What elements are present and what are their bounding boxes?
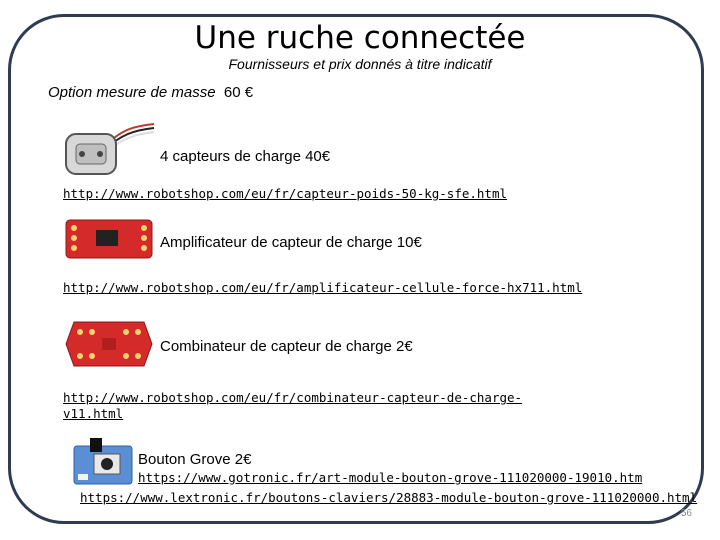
item-label-combinator: Combinateur de capteur de charge 2€: [160, 338, 413, 355]
option-line: [48, 84, 253, 101]
amplifier-board-image: [64, 216, 154, 262]
option-label: Option mesure de masse: [48, 84, 216, 101]
slide-subtitle: Fournisseurs et prix donnés à titre indicatif: [228, 56, 492, 72]
link-amplifier[interactable]: http://www.robotshop.com/eu/fr/amplificateur-cellule-force-hx711.html: [63, 280, 583, 295]
item-label-grove-button: Bouton Grove 2€: [138, 451, 252, 468]
page-number: 56: [680, 508, 692, 519]
combinator-board-image: [64, 318, 154, 370]
item-label-amplifier: Amplificateur de capteur de charge 10€: [160, 234, 422, 251]
grove-button-image: [72, 436, 134, 486]
link-lextronic[interactable]: https://www.lextronic.fr/boutons-claviers/28883-module-bouton-grove-111020000.html: [80, 490, 698, 505]
slide-title: Une ruche connectée: [194, 20, 526, 56]
item-label-load-sensor: 4 capteurs de charge 40€: [160, 148, 331, 165]
link-gotronic[interactable]: https://www.gotronic.fr/art-module-bouton-grove-111020000-19010.htm: [138, 470, 643, 485]
link-load-sensor[interactable]: http://www.robotshop.com/eu/fr/capteur-poids-50-kg-sfe.html: [63, 186, 508, 201]
link-combinator-line1[interactable]: http://www.robotshop.com/eu/fr/combinateur-capteur-de-charge-: [63, 390, 523, 405]
load-sensor-image: [64, 118, 156, 180]
link-combinator-line2[interactable]: v11.html: [63, 406, 124, 421]
option-price: 60 €: [223, 84, 254, 101]
